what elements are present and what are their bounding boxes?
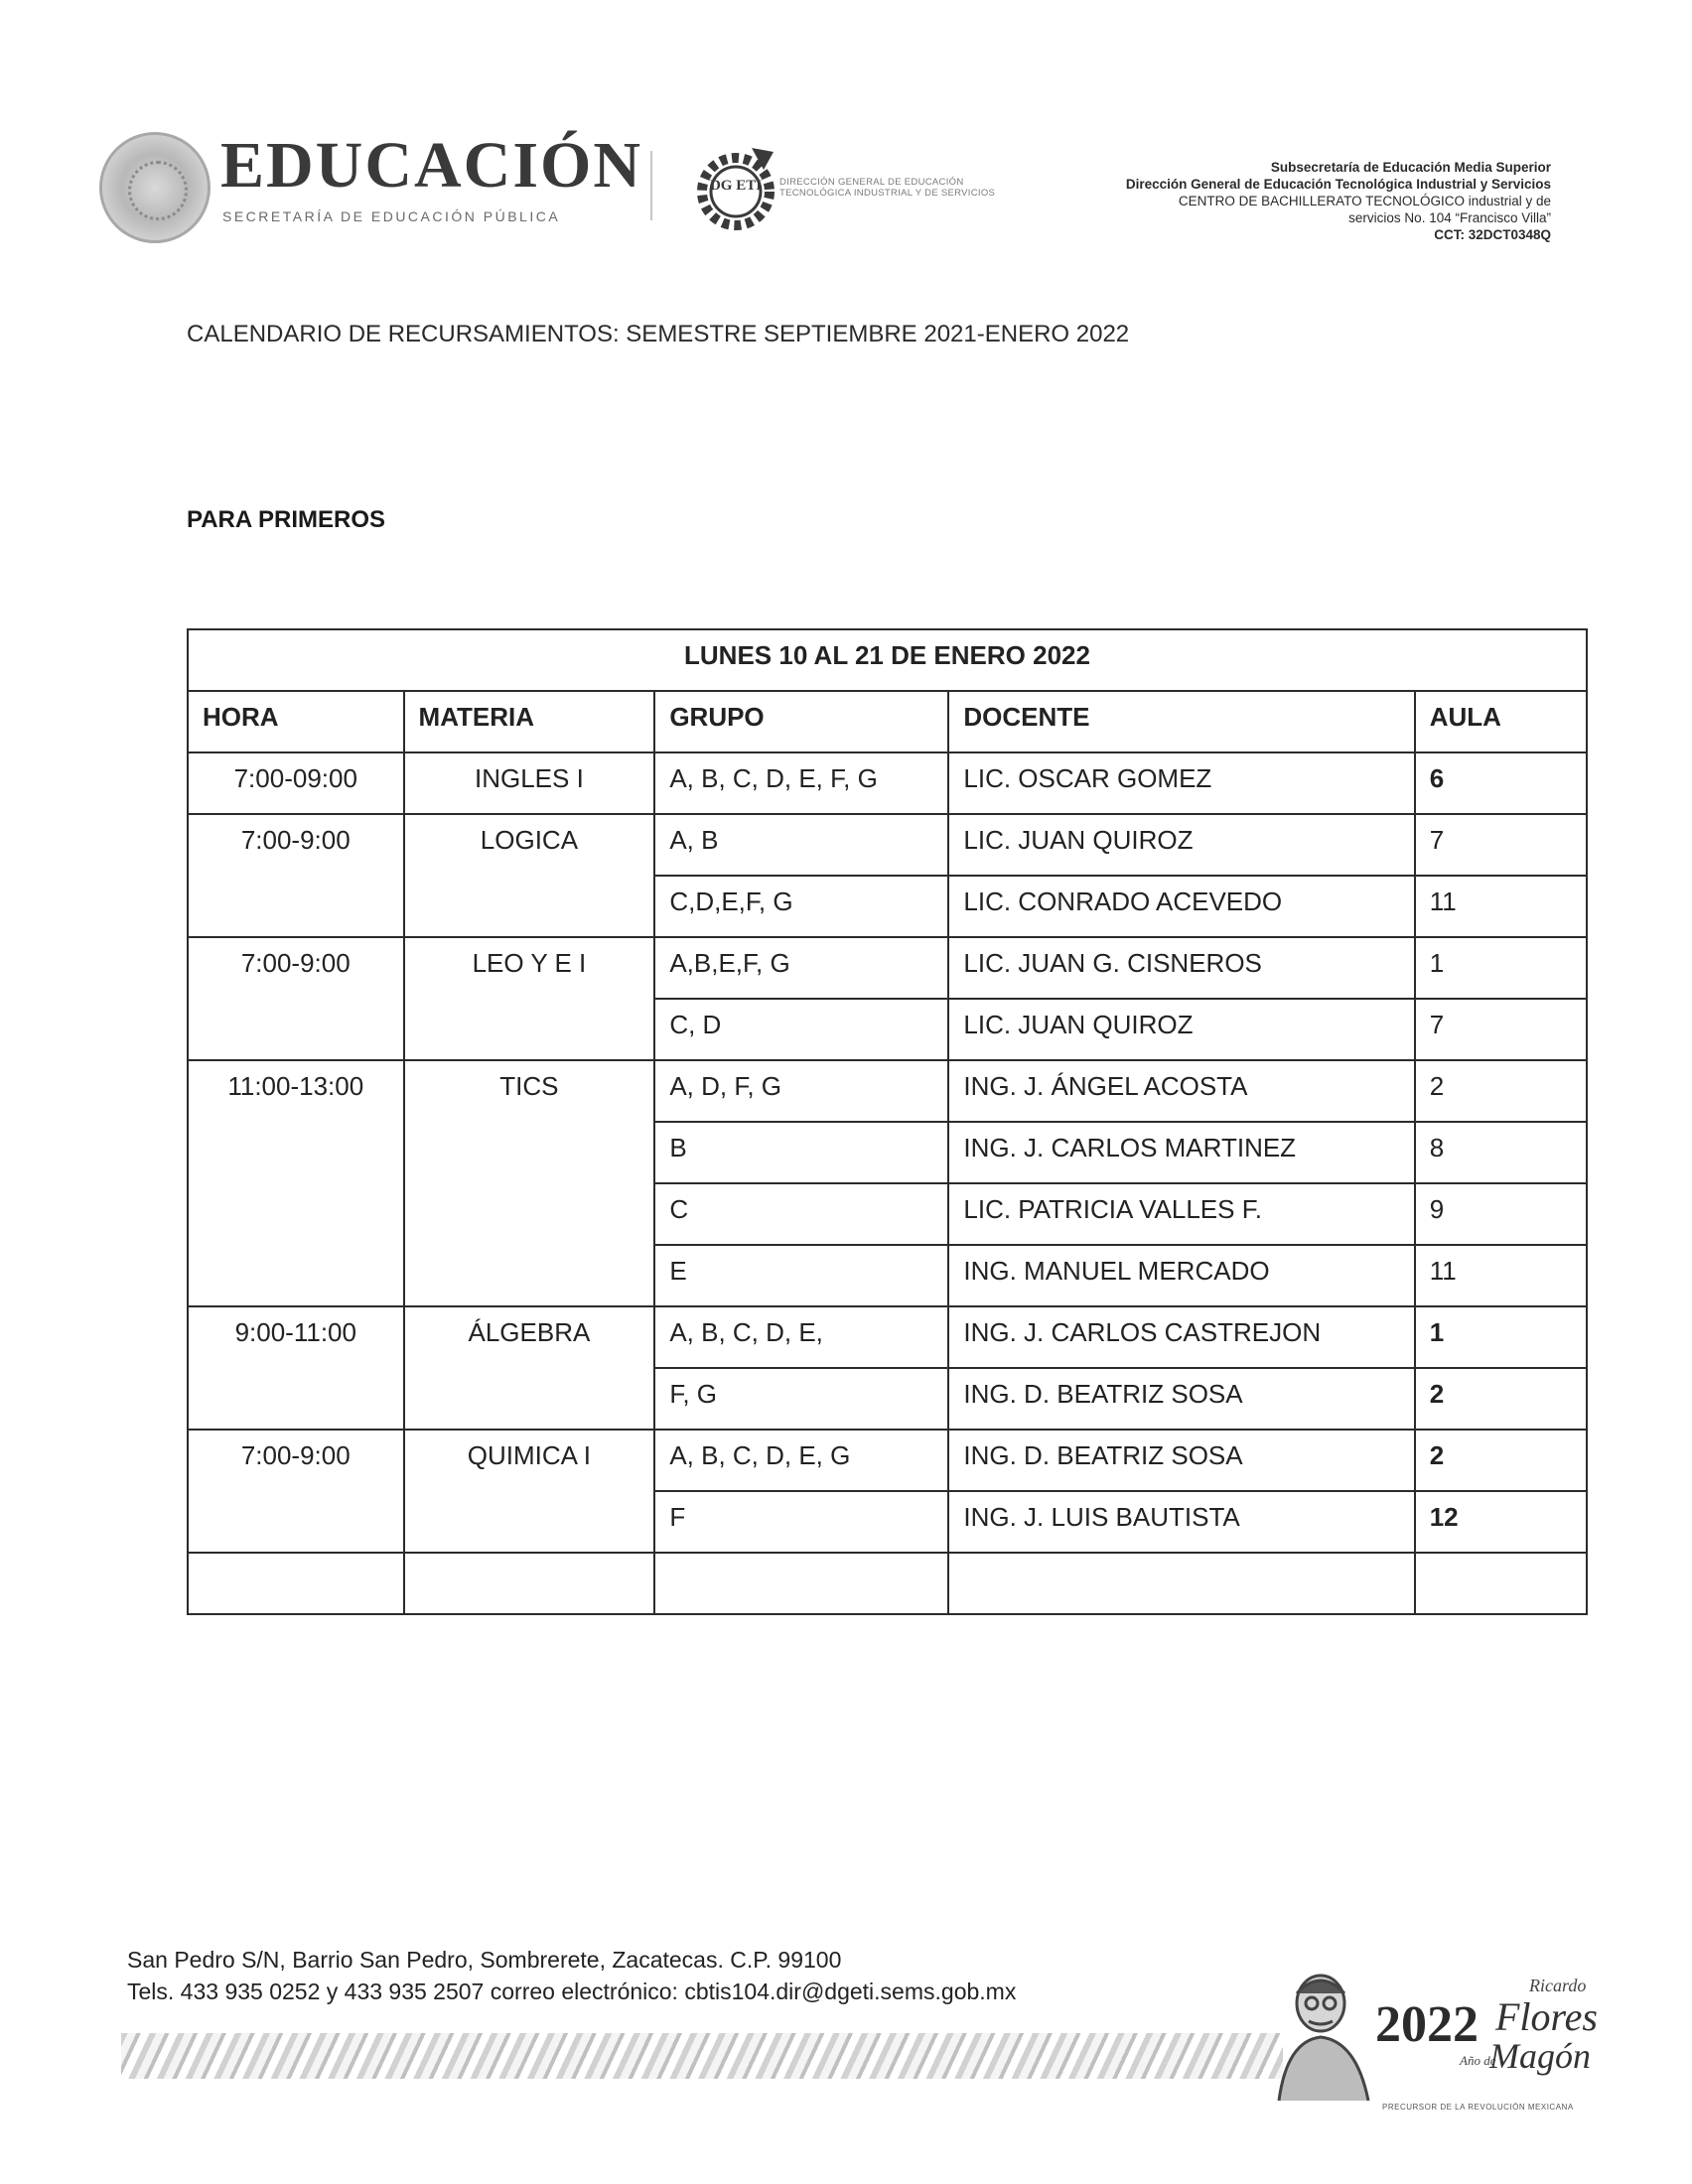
cell-empty <box>1415 1553 1587 1614</box>
cell-hora: 7:00-9:00 <box>188 937 404 1060</box>
cell-materia: TICS <box>404 1060 655 1306</box>
decorative-pattern-band <box>121 2033 1283 2079</box>
cell-grupo: C, D <box>654 999 948 1060</box>
cell-materia: LOGICA <box>404 814 655 937</box>
institution-line-1: Subsecretaría de Educación Media Superior <box>1270 160 1551 175</box>
brand-title: EDUCACIÓN <box>220 129 643 202</box>
badge-ricardo: Ricardo <box>1529 1976 1587 1995</box>
cell-hora: 7:00-9:00 <box>188 1430 404 1553</box>
column-header-materia: MATERIA <box>404 691 655 752</box>
dgeti-caption-line-2: TECNOLÓGICA INDUSTRIAL Y DE SERVICIOS <box>779 188 996 199</box>
table-row <box>188 937 1587 999</box>
table-row <box>188 752 1587 814</box>
table-row <box>188 1306 1587 1368</box>
table-header-row <box>188 691 1587 752</box>
cell-aula: 2 <box>1415 1060 1587 1122</box>
cell-grupo: B <box>654 1122 948 1183</box>
cell-aula: 2 <box>1415 1430 1587 1491</box>
cell-docente: ING. J. ÁNGEL ACOSTA <box>948 1060 1414 1122</box>
cell-materia: QUIMICA I <box>404 1430 655 1553</box>
cell-docente: ING. MANUEL MERCADO <box>948 1245 1414 1306</box>
cell-aula: 11 <box>1415 876 1587 937</box>
calendar-title: CALENDARIO DE RECURSAMIENTOS: SEMESTRE SEPTIEMBRE 2021-ENERO 2022 <box>187 321 1130 347</box>
cell-hora: 7:00-09:00 <box>188 752 404 814</box>
cell-aula: 7 <box>1415 814 1587 876</box>
ricardo-flores-magon-portrait-icon <box>1259 1964 1378 2103</box>
header-divider <box>650 151 652 220</box>
cell-docente: LIC. PATRICIA VALLES F. <box>948 1183 1414 1245</box>
table-row <box>188 1430 1587 1491</box>
cell-aula: 8 <box>1415 1122 1587 1183</box>
cell-docente: LIC. JUAN G. CISNEROS <box>948 937 1414 999</box>
cell-aula: 11 <box>1415 1245 1587 1306</box>
institution-line-3: CENTRO DE BACHILLERATO TECNOLÓGICO industrial y de <box>1178 194 1551 208</box>
badge-flores: Flores <box>1495 1994 1598 2039</box>
cell-grupo: A,B,E,F, G <box>654 937 948 999</box>
cell-aula: 12 <box>1415 1491 1587 1553</box>
cell-docente: ING. D. BEATRIZ SOSA <box>948 1430 1414 1491</box>
table-caption-row <box>188 629 1587 691</box>
section-heading: PARA PRIMEROS <box>187 506 386 533</box>
cell-aula: 9 <box>1415 1183 1587 1245</box>
column-header-docente: DOCENTE <box>948 691 1414 752</box>
cell-materia: INGLES I <box>404 752 655 814</box>
cell-empty <box>654 1553 948 1614</box>
cell-aula: 7 <box>1415 999 1587 1060</box>
cell-empty <box>404 1553 655 1614</box>
cell-materia: ÁLGEBRA <box>404 1306 655 1430</box>
cell-grupo: A, B, C, D, E, G <box>654 1430 948 1491</box>
column-header-grupo: GRUPO <box>654 691 948 752</box>
table-row <box>188 1060 1587 1122</box>
dgeti-caption <box>779 177 995 199</box>
dgeti-gear-logo-icon <box>690 142 781 233</box>
cell-docente: LIC. JUAN QUIROZ <box>948 814 1414 876</box>
cell-grupo: A, B <box>654 814 948 876</box>
cell-grupo: E <box>654 1245 948 1306</box>
badge-ano-de: Año de <box>1460 2053 1496 2068</box>
cell-docente: ING. J. CARLOS CASTREJON <box>948 1306 1414 1368</box>
cell-hora: 9:00-11:00 <box>188 1306 404 1430</box>
table-row-empty <box>188 1553 1587 1614</box>
mexican-coat-of-arms-icon <box>99 132 211 243</box>
cell-grupo: F, G <box>654 1368 948 1430</box>
cell-aula: 6 <box>1415 752 1587 814</box>
cell-grupo: F <box>654 1491 948 1553</box>
table-caption: LUNES 10 AL 21 DE ENERO 2022 <box>188 629 1587 691</box>
footer-address: San Pedro S/N, Barrio San Pedro, Sombrerete, Zacatecas. C.P. 99100 <box>127 1947 842 1973</box>
institution-cct: CCT: 32DCT0348Q <box>1434 227 1551 242</box>
brand-subtitle: SECRETARÍA DE EDUCACIÓN PÚBLICA <box>222 208 561 224</box>
footer-contact <box>127 1944 1016 2007</box>
badge-magon: Magón <box>1489 2036 1591 2076</box>
cell-empty <box>948 1553 1414 1614</box>
badge-year: 2022 <box>1375 1996 1479 2053</box>
cell-docente: ING. D. BEATRIZ SOSA <box>948 1368 1414 1430</box>
cell-docente: LIC. OSCAR GOMEZ <box>948 752 1414 814</box>
cell-grupo: C,D,E,F, G <box>654 876 948 937</box>
column-header-aula: AULA <box>1415 691 1587 752</box>
cell-grupo: A, D, F, G <box>654 1060 948 1122</box>
dgeti-logo-text: DG ETI <box>709 178 763 194</box>
cell-grupo: A, B, C, D, E, F, G <box>654 752 948 814</box>
institution-line-2: Dirección General de Educación Tecnológica Industrial y Servicios <box>1125 177 1551 192</box>
cell-docente: LIC. CONRADO ACEVEDO <box>948 876 1414 937</box>
table-row <box>188 814 1587 876</box>
cell-grupo: C <box>654 1183 948 1245</box>
cell-docente: ING. J. CARLOS MARTINEZ <box>948 1122 1414 1183</box>
badge-precursor: PRECURSOR DE LA REVOLUCIÓN MEXICANA <box>1382 2103 1574 2112</box>
cell-hora: 7:00-9:00 <box>188 814 404 937</box>
column-header-hora: HORA <box>188 691 404 752</box>
cell-aula: 1 <box>1415 937 1587 999</box>
cell-hora: 11:00-13:00 <box>188 1060 404 1306</box>
institution-block <box>995 159 1551 243</box>
cell-empty <box>188 1553 404 1614</box>
institution-line-4: servicios No. 104 “Francisco Villa” <box>1348 210 1551 225</box>
schedule-table <box>187 628 1588 1615</box>
cell-docente: LIC. JUAN QUIROZ <box>948 999 1414 1060</box>
cell-grupo: A, B, C, D, E, <box>654 1306 948 1368</box>
cell-materia: LEO Y E I <box>404 937 655 1060</box>
dgeti-caption-line-1: DIRECCIÓN GENERAL DE EDUCACIÓN <box>779 177 964 188</box>
footer-phones-email: Tels. 433 935 0252 y 433 935 2507 correo electrónico: cbtis104.dir@dgeti.sems.gob.mx <box>127 1979 1017 2004</box>
cell-aula: 2 <box>1415 1368 1587 1430</box>
cell-docente: ING. J. LUIS BAUTISTA <box>948 1491 1414 1553</box>
cell-aula: 1 <box>1415 1306 1587 1368</box>
